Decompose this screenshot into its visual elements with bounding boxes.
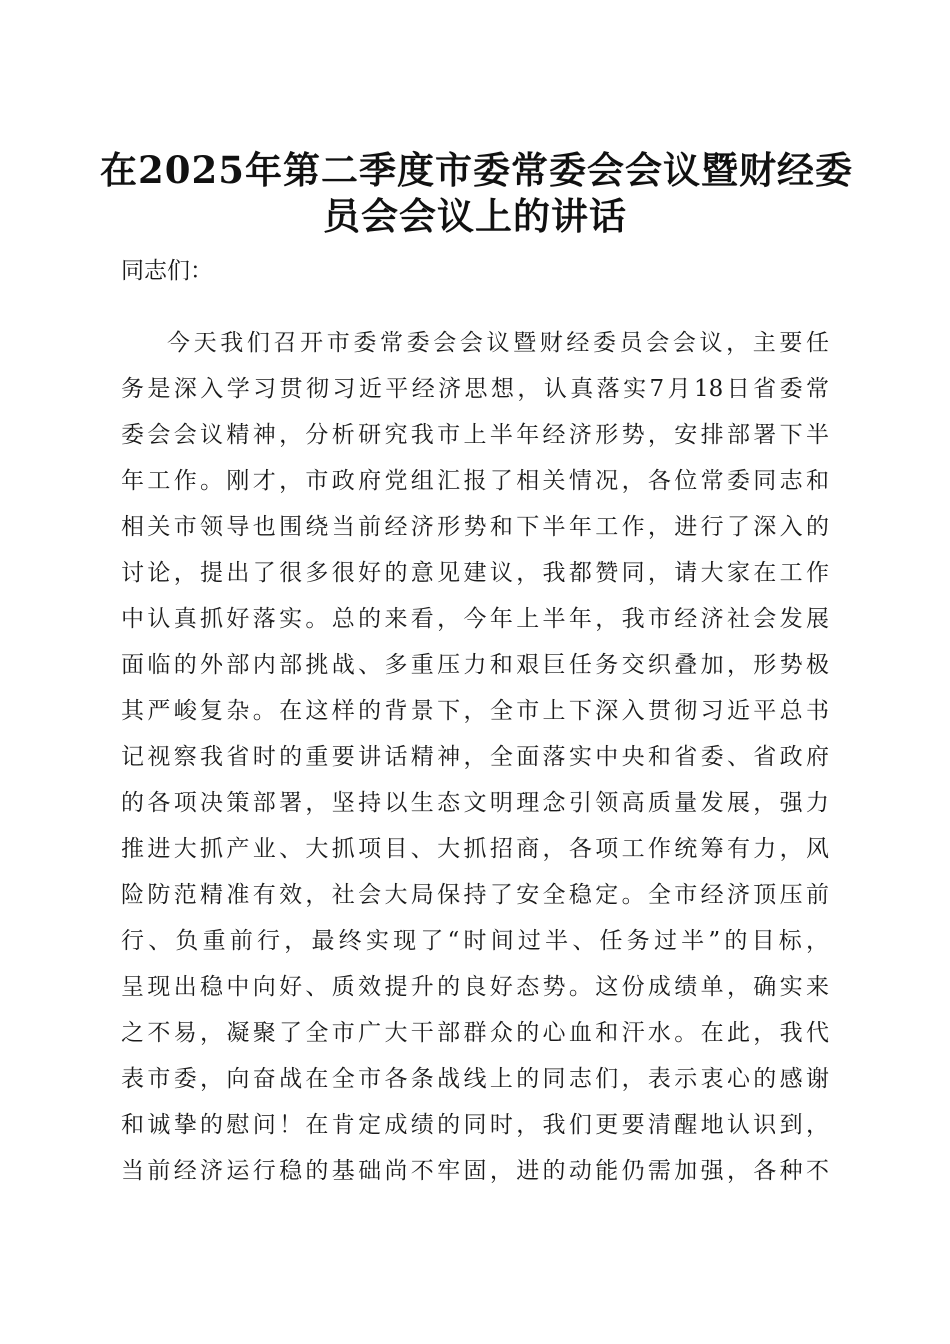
paragraph-line: 面临的外部内部挑战、多重压力和艰巨任务交织叠加，形势极: [121, 652, 829, 678]
paragraph-line: 的各项决策部署，坚持以生态文明理念引领高质量发展，强力: [121, 790, 829, 816]
salutation: 同志们：: [121, 258, 213, 284]
paragraph-line: 记视察我省时的重要讲话精神，全面落实中央和省委、省政府: [121, 744, 829, 770]
paragraph-line: 呈现出稳中向好、质效提升的良好态势。这份成绩单，确实来: [121, 974, 829, 1000]
paragraph-line: 之不易，凝聚了全市广大干部群众的心血和汗水。在此，我代: [121, 1020, 829, 1046]
document-title-line-2: 员会会议上的讲话: [323, 194, 627, 238]
paragraph-line: 年工作。刚才，市政府党组汇报了相关情况，各位常委同志和: [121, 468, 829, 494]
paragraph-line: 其严峻复杂。在这样的背景下，全市上下深入贯彻习近平总书: [121, 698, 829, 724]
paragraph-line: 讨论，提出了很多很好的意见建议，我都赞同，请大家在工作: [121, 560, 829, 586]
paragraph-line: 表市委，向奋战在全市各条战线上的同志们，表示衷心的感谢: [121, 1066, 829, 1092]
paragraph-line: 今天我们召开市委常委会会议暨财经委员会会议，主要任: [167, 330, 829, 356]
paragraph-line: 务是深入学习贯彻习近平经济思想，认真落实7月18日省委常: [121, 376, 829, 402]
paragraph-line: 中认真抓好落实。总的来看，今年上半年，我市经济社会发展: [121, 606, 829, 632]
paragraph-line: 险防范精准有效，社会大局保持了安全稳定。全市经济顶压前: [121, 882, 829, 908]
paragraph-line: 当前经济运行稳的基础尚不牢固，进的动能仍需加强，各种不: [121, 1158, 829, 1184]
paragraph-line: 相关市领导也围绕当前经济形势和下半年工作，进行了深入的: [121, 514, 829, 540]
paragraph-line: 委会会议精神，分析研究我市上半年经济形势，安排部署下半: [121, 422, 829, 448]
document-title-line-1: 在2025年第二季度市委常委会会议暨财经委: [100, 148, 853, 192]
paragraph-line: 行、负重前行，最终实现了“时间过半、任务过半”的目标，: [121, 928, 829, 954]
paragraph-line: 推进大抓产业、大抓项目、大抓招商，各项工作统筹有力，风: [121, 836, 829, 862]
paragraph-line: 和诚挚的慰问！在肯定成绩的同时，我们更要清醒地认识到，: [121, 1112, 829, 1138]
